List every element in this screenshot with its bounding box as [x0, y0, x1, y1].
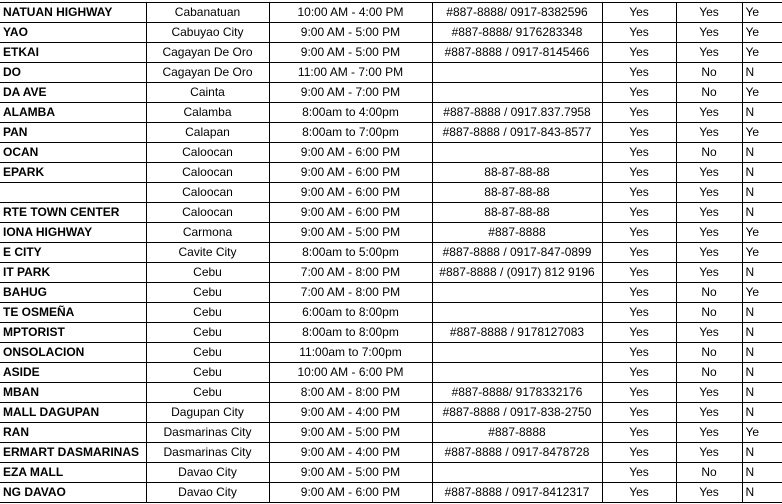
branch-name-cell: NG DAVAO — [0, 483, 146, 503]
branch-name-cell: OCAN — [0, 143, 146, 163]
branch-name-cell: BAHUG — [0, 283, 146, 303]
branch-name-cell: MPTORIST — [0, 323, 146, 343]
city-cell: Cebu — [146, 363, 269, 383]
yes-no-cell: Yes — [676, 163, 742, 183]
phone-cell — [432, 343, 602, 363]
hours-cell: 9:00 AM - 5:00 PM — [269, 463, 432, 483]
yes-no-cell: Ye — [742, 3, 782, 23]
table-row — [0, 143, 782, 163]
hours-cell: 6:00am to 8:00pm — [269, 303, 432, 323]
city-cell: Cebu — [146, 263, 269, 283]
hours-cell: 9:00 AM - 5:00 PM — [269, 223, 432, 243]
city-cell: Caloocan — [146, 203, 269, 223]
table-row — [0, 163, 782, 183]
yes-no-cell: Yes — [676, 323, 742, 343]
yes-no-cell: Yes — [676, 423, 742, 443]
yes-no-cell: Yes — [602, 123, 676, 143]
phone-cell — [432, 283, 602, 303]
table-row — [0, 303, 782, 323]
branch-name-cell: ONSOLACION — [0, 343, 146, 363]
yes-no-cell: No — [676, 463, 742, 483]
yes-no-cell: N — [742, 63, 782, 83]
table-row — [0, 283, 782, 303]
phone-cell: #887-8888 — [432, 223, 602, 243]
yes-no-cell: N — [742, 363, 782, 383]
phone-cell — [432, 463, 602, 483]
phone-cell: #887-8888 / 0917-847-0899 — [432, 243, 602, 263]
branch-name-cell: EPARK — [0, 163, 146, 183]
yes-no-cell: Yes — [676, 123, 742, 143]
city-cell: Cavite City — [146, 243, 269, 263]
yes-no-cell: Yes — [602, 423, 676, 443]
yes-no-cell: No — [676, 83, 742, 103]
city-cell: Cebu — [146, 283, 269, 303]
table-row — [0, 183, 782, 203]
phone-cell: #887-8888/ 9178332176 — [432, 383, 602, 403]
hours-cell: 8:00am to 4:00pm — [269, 103, 432, 123]
yes-no-cell: No — [676, 303, 742, 323]
phone-cell: #887-8888 / 0917-838-2750 — [432, 403, 602, 423]
hours-cell: 11:00 AM - 7:00 PM — [269, 63, 432, 83]
phone-cell: #887-8888/ 9176283348 — [432, 23, 602, 43]
table-row — [0, 243, 782, 263]
city-cell: Dasmarinas City — [146, 443, 269, 463]
yes-no-cell: Yes — [602, 323, 676, 343]
city-cell: Caloocan — [146, 183, 269, 203]
table-row — [0, 23, 782, 43]
phone-cell — [432, 363, 602, 383]
hours-cell: 9:00 AM - 6:00 PM — [269, 163, 432, 183]
yes-no-cell: Yes — [602, 23, 676, 43]
phone-cell — [432, 83, 602, 103]
table-row — [0, 83, 782, 103]
yes-no-cell: N — [742, 463, 782, 483]
yes-no-cell: Yes — [676, 383, 742, 403]
city-cell: Carmona — [146, 223, 269, 243]
city-cell: Dagupan City — [146, 403, 269, 423]
yes-no-cell: N — [742, 383, 782, 403]
branch-name-cell: IT PARK — [0, 263, 146, 283]
yes-no-cell: No — [676, 283, 742, 303]
yes-no-cell: Yes — [602, 243, 676, 263]
phone-cell: #887-8888 — [432, 423, 602, 443]
phone-cell: #887-8888 / (0917) 812 9196 — [432, 263, 602, 283]
hours-cell: 9:00 AM - 6:00 PM — [269, 183, 432, 203]
yes-no-cell: Yes — [676, 203, 742, 223]
yes-no-cell: No — [676, 143, 742, 163]
branch-name-cell: TE OSMEÑA — [0, 303, 146, 323]
yes-no-cell: Ye — [742, 123, 782, 143]
yes-no-cell: Yes — [676, 183, 742, 203]
table-row — [0, 123, 782, 143]
yes-no-cell: Yes — [602, 443, 676, 463]
hours-cell: 9:00 AM - 5:00 PM — [269, 43, 432, 63]
city-cell: Davao City — [146, 463, 269, 483]
branch-name-cell: YAO — [0, 23, 146, 43]
yes-no-cell: N — [742, 143, 782, 163]
table-row — [0, 363, 782, 383]
yes-no-cell: Yes — [676, 443, 742, 463]
table-row — [0, 263, 782, 283]
yes-no-cell: Yes — [676, 23, 742, 43]
yes-no-cell: No — [676, 363, 742, 383]
hours-cell: 8:00 AM - 8:00 PM — [269, 383, 432, 403]
yes-no-cell: N — [742, 183, 782, 203]
branch-name-cell: PAN — [0, 123, 146, 143]
branch-name-cell — [0, 183, 146, 203]
yes-no-cell: N — [742, 103, 782, 123]
yes-no-cell: Yes — [602, 83, 676, 103]
hours-cell: 8:00am to 5:00pm — [269, 243, 432, 263]
yes-no-cell: N — [742, 403, 782, 423]
city-cell: Cagayan De Oro — [146, 63, 269, 83]
yes-no-cell: Ye — [742, 283, 782, 303]
hours-cell: 8:00am to 8:00pm — [269, 323, 432, 343]
yes-no-cell: Yes — [602, 143, 676, 163]
yes-no-cell: Yes — [602, 303, 676, 323]
phone-cell: #887-8888/ 0917-8382596 — [432, 3, 602, 23]
table-row — [0, 323, 782, 343]
city-cell: Calapan — [146, 123, 269, 143]
city-cell: Caloocan — [146, 163, 269, 183]
yes-no-cell: Yes — [676, 43, 742, 63]
yes-no-cell: Yes — [602, 3, 676, 23]
table-row — [0, 443, 782, 463]
yes-no-cell: Ye — [742, 223, 782, 243]
table-row — [0, 383, 782, 403]
yes-no-cell: N — [742, 163, 782, 183]
yes-no-cell: Yes — [602, 223, 676, 243]
table-row — [0, 103, 782, 123]
city-cell: Calamba — [146, 103, 269, 123]
table-row — [0, 343, 782, 363]
city-cell: Cainta — [146, 83, 269, 103]
yes-no-cell: Yes — [602, 203, 676, 223]
branch-name-cell: MALL DAGUPAN — [0, 403, 146, 423]
branch-name-cell: DO — [0, 63, 146, 83]
city-cell: Caloocan — [146, 143, 269, 163]
phone-cell — [432, 303, 602, 323]
city-cell: Dasmarinas City — [146, 423, 269, 443]
yes-no-cell: N — [742, 323, 782, 343]
branch-name-cell: ERMART DASMARINAS — [0, 443, 146, 463]
table-row — [0, 403, 782, 423]
table-row — [0, 223, 782, 243]
branch-name-cell: NATUAN HIGHWAY — [0, 3, 146, 23]
phone-cell — [432, 63, 602, 83]
phone-cell: #887-8888 / 0917-8412317 — [432, 483, 602, 503]
yes-no-cell: Yes — [602, 383, 676, 403]
yes-no-cell: Ye — [742, 83, 782, 103]
yes-no-cell: N — [742, 303, 782, 323]
yes-no-cell: Yes — [602, 183, 676, 203]
yes-no-cell: Yes — [602, 343, 676, 363]
yes-no-cell: N — [742, 483, 782, 503]
branch-name-cell: EZA MALL — [0, 463, 146, 483]
phone-cell: #887-8888 / 0917-8478728 — [432, 443, 602, 463]
table-row — [0, 3, 782, 23]
yes-no-cell: Yes — [676, 483, 742, 503]
yes-no-cell: Yes — [602, 163, 676, 183]
yes-no-cell: Yes — [602, 463, 676, 483]
phone-cell: 88-87-88-88 — [432, 183, 602, 203]
phone-cell: #887-8888 / 0917-843-8577 — [432, 123, 602, 143]
yes-no-cell: Yes — [602, 263, 676, 283]
hours-cell: 7:00 AM - 8:00 PM — [269, 283, 432, 303]
city-cell: Cabuyao City — [146, 23, 269, 43]
city-cell: Cebu — [146, 323, 269, 343]
yes-no-cell: Ye — [742, 243, 782, 263]
hours-cell: 8:00am to 7:00pm — [269, 123, 432, 143]
city-cell: Cabanatuan — [146, 3, 269, 23]
branch-name-cell: IONA HIGHWAY — [0, 223, 146, 243]
table-row — [0, 43, 782, 63]
yes-no-cell: Yes — [602, 63, 676, 83]
city-cell: Cebu — [146, 383, 269, 403]
hours-cell: 9:00 AM - 6:00 PM — [269, 143, 432, 163]
yes-no-cell: No — [676, 343, 742, 363]
branch-name-cell: DA AVE — [0, 83, 146, 103]
hours-cell: 9:00 AM - 6:00 PM — [269, 483, 432, 503]
city-cell: Cebu — [146, 343, 269, 363]
hours-cell: 9:00 AM - 5:00 PM — [269, 423, 432, 443]
table-row — [0, 423, 782, 443]
branch-name-cell: RTE TOWN CENTER — [0, 203, 146, 223]
hours-cell: 9:00 AM - 7:00 PM — [269, 83, 432, 103]
yes-no-cell: Yes — [676, 223, 742, 243]
hours-cell: 7:00 AM - 8:00 PM — [269, 263, 432, 283]
table-row — [0, 463, 782, 483]
yes-no-cell: No — [676, 63, 742, 83]
yes-no-cell: Yes — [676, 243, 742, 263]
city-cell: Cagayan De Oro — [146, 43, 269, 63]
hours-cell: 9:00 AM - 5:00 PM — [269, 23, 432, 43]
yes-no-cell: Yes — [602, 43, 676, 63]
yes-no-cell: Yes — [676, 3, 742, 23]
yes-no-cell: Ye — [742, 43, 782, 63]
branch-name-cell: ETKAI — [0, 43, 146, 63]
yes-no-cell: N — [742, 203, 782, 223]
city-cell: Davao City — [146, 483, 269, 503]
hours-cell: 10:00 AM - 6:00 PM — [269, 363, 432, 383]
table-body — [0, 3, 782, 503]
yes-no-cell: Yes — [676, 403, 742, 423]
phone-cell: #887-8888 / 0917.837.7958 — [432, 103, 602, 123]
yes-no-cell: Yes — [602, 283, 676, 303]
phone-cell: #887-8888 / 9178127083 — [432, 323, 602, 343]
table-row — [0, 483, 782, 503]
yes-no-cell: Ye — [742, 23, 782, 43]
yes-no-cell: Yes — [602, 103, 676, 123]
yes-no-cell: N — [742, 343, 782, 363]
phone-cell — [432, 143, 602, 163]
branch-table — [0, 2, 782, 503]
yes-no-cell: Ye — [742, 423, 782, 443]
phone-cell: 88-87-88-88 — [432, 203, 602, 223]
city-cell: Cebu — [146, 303, 269, 323]
branch-name-cell: RAN — [0, 423, 146, 443]
hours-cell: 11:00am to 7:00pm — [269, 343, 432, 363]
hours-cell: 9:00 AM - 6:00 PM — [269, 203, 432, 223]
table-row — [0, 63, 782, 83]
hours-cell: 9:00 AM - 4:00 PM — [269, 443, 432, 463]
hours-cell: 10:00 AM - 4:00 PM — [269, 3, 432, 23]
yes-no-cell: N — [742, 263, 782, 283]
branch-name-cell: E CITY — [0, 243, 146, 263]
yes-no-cell: Yes — [676, 263, 742, 283]
phone-cell: 88-87-88-88 — [432, 163, 602, 183]
yes-no-cell: N — [742, 443, 782, 463]
yes-no-cell: Yes — [676, 103, 742, 123]
hours-cell: 9:00 AM - 4:00 PM — [269, 403, 432, 423]
yes-no-cell: Yes — [602, 363, 676, 383]
branch-name-cell: ALAMBA — [0, 103, 146, 123]
yes-no-cell: Yes — [602, 483, 676, 503]
yes-no-cell: Yes — [602, 403, 676, 423]
branch-name-cell: MBAN — [0, 383, 146, 403]
table-row — [0, 203, 782, 223]
phone-cell: #887-8888 / 0917-8145466 — [432, 43, 602, 63]
branch-name-cell: ASIDE — [0, 363, 146, 383]
